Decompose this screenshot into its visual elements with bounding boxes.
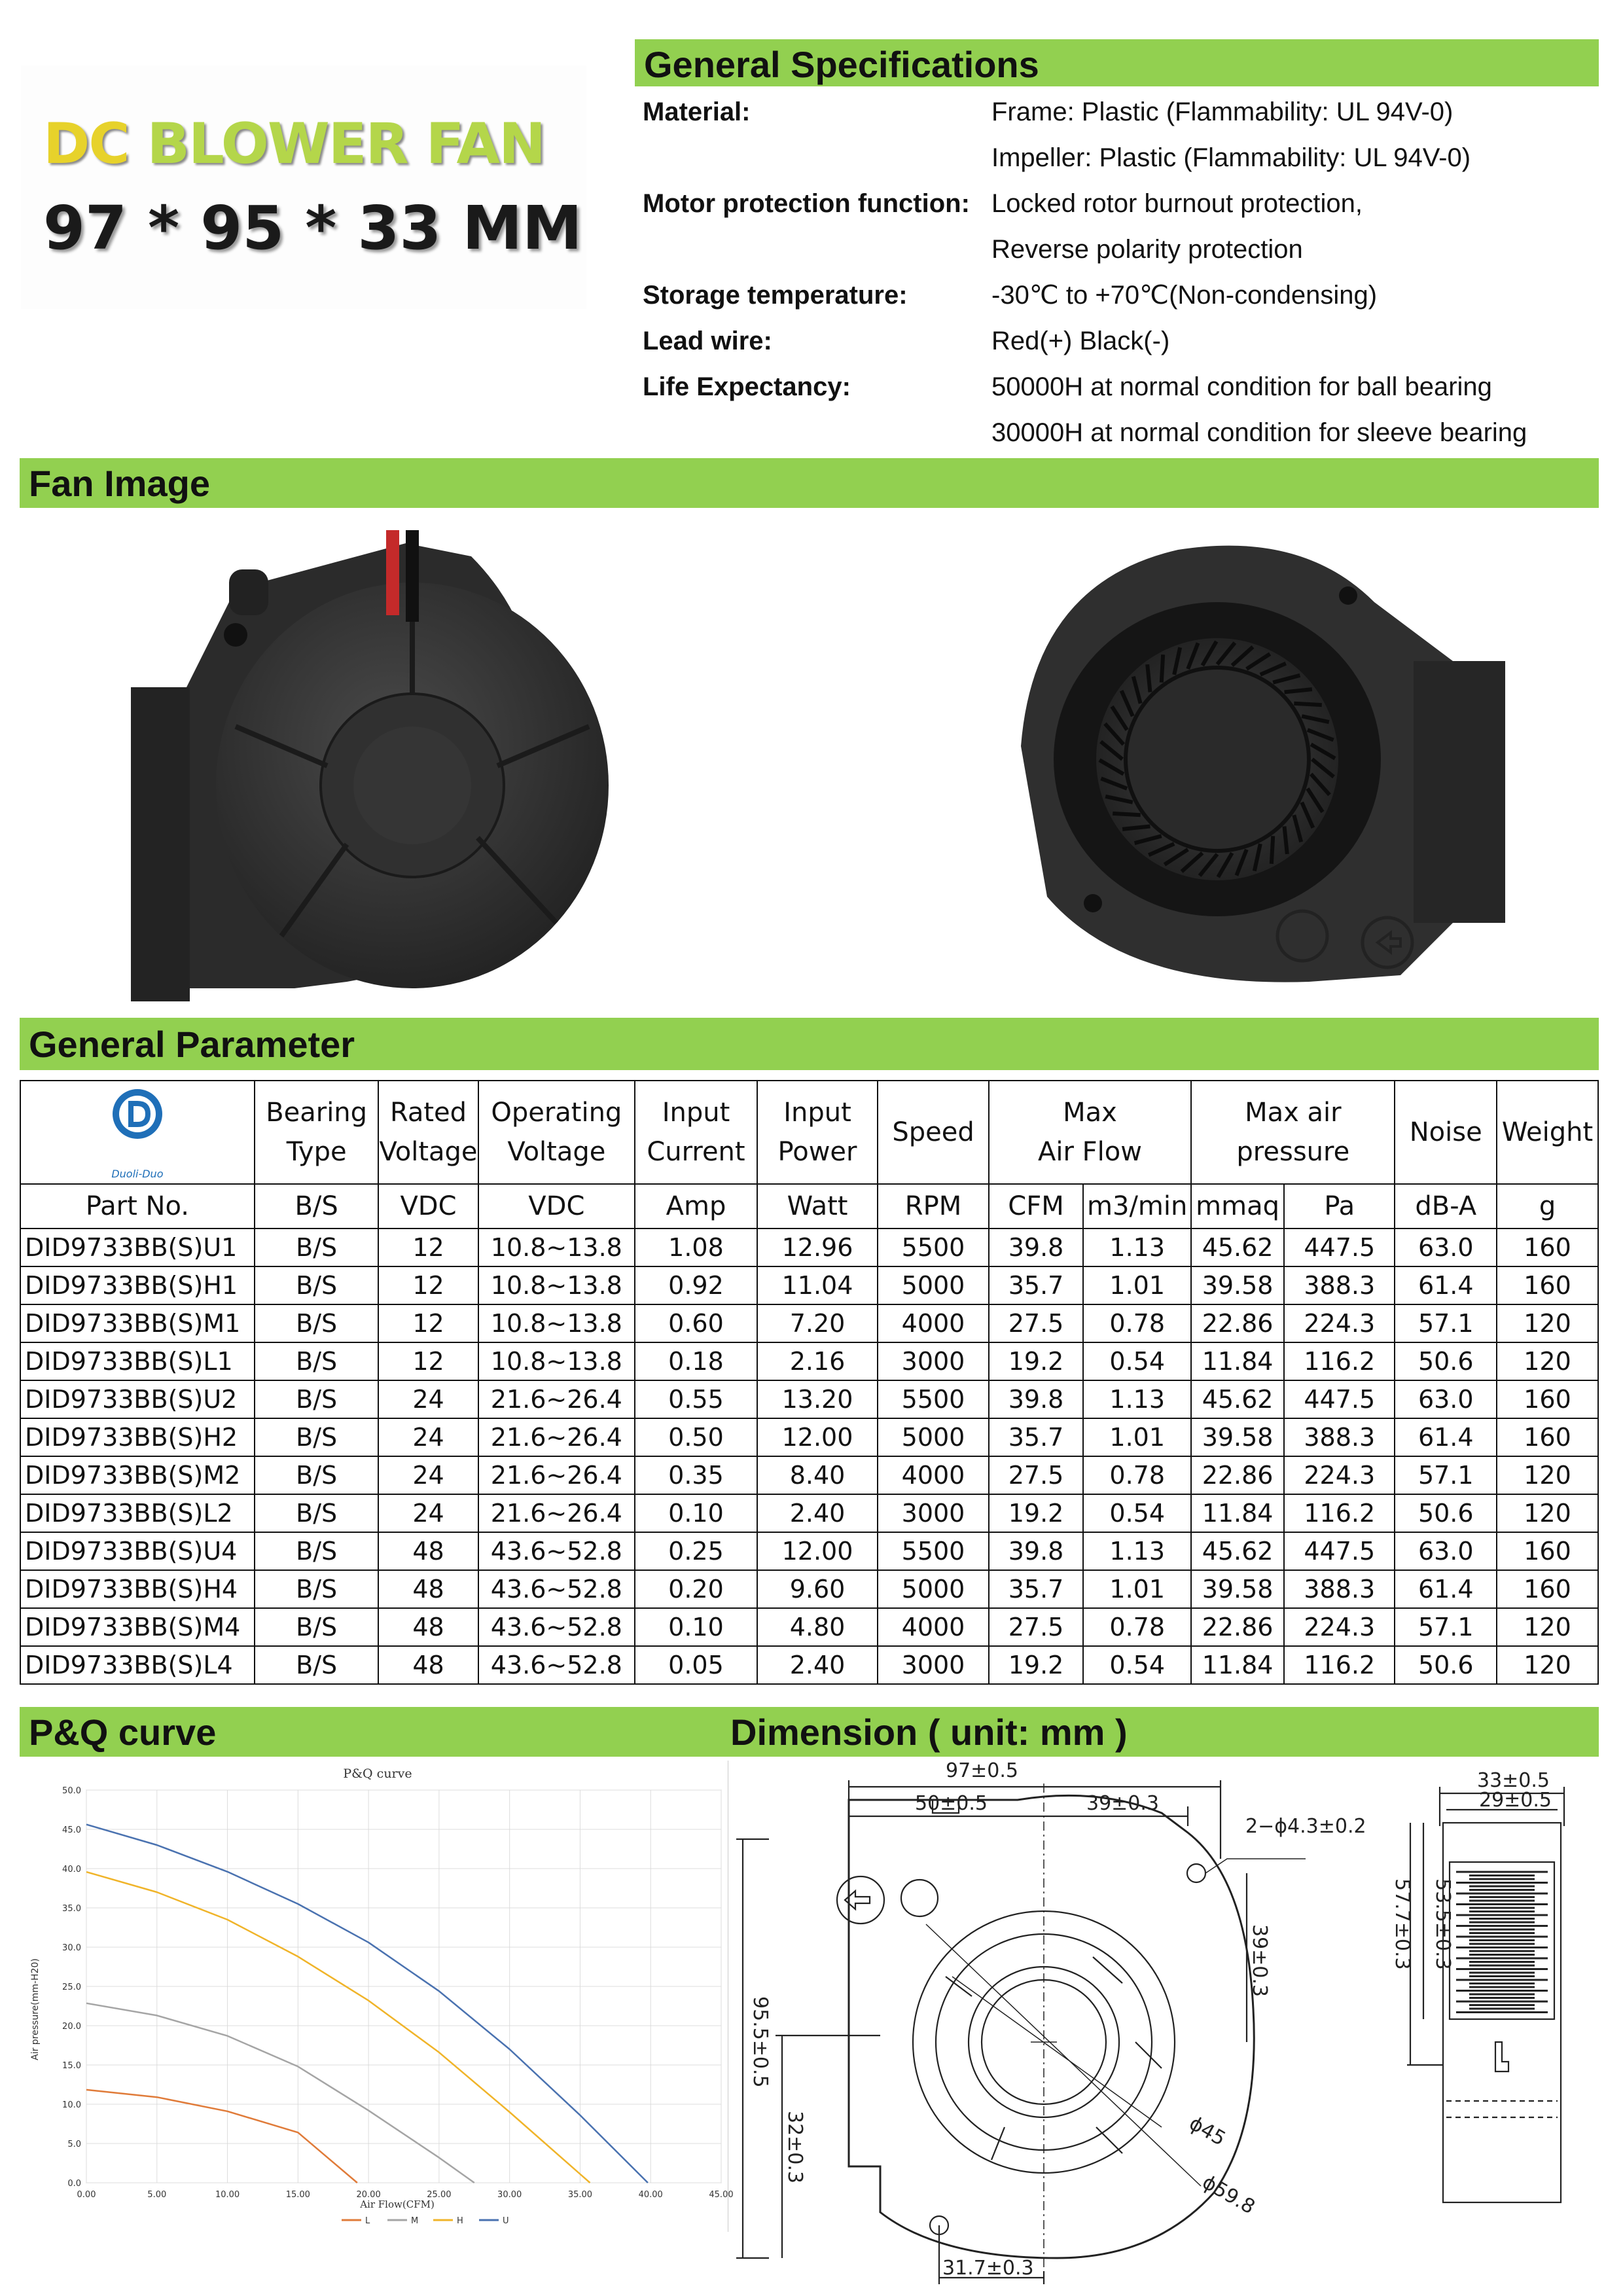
table-cell: 3000 xyxy=(878,1646,989,1684)
table-cell: 388.3 xyxy=(1284,1570,1395,1608)
table-cell: 22.86 xyxy=(1191,1608,1284,1646)
dim-holes-label: 2−ϕ4.3±0.2 xyxy=(1245,1815,1366,1838)
table-cell: 57.1 xyxy=(1395,1304,1497,1342)
y-tick-label: 25.0 xyxy=(62,1982,81,1992)
title-word-blower-fan: BLOWER FAN xyxy=(147,111,545,177)
table-cell: 22.86 xyxy=(1191,1456,1284,1494)
table-cell: 0.78 xyxy=(1083,1304,1191,1342)
dimension-drawing xyxy=(730,1761,1607,2291)
table-cell: 11.84 xyxy=(1191,1494,1284,1532)
unit-cell: Pa xyxy=(1284,1184,1395,1229)
table-cell: B/S xyxy=(255,1418,379,1456)
table-cell: 3000 xyxy=(878,1342,989,1380)
table-cell: 43.6~52.8 xyxy=(478,1532,635,1570)
part-number-cell: DID9733BB(S)M2 xyxy=(20,1456,255,1494)
y-tick-label: 5.0 xyxy=(67,2140,81,2149)
table-cell: 12 xyxy=(378,1342,478,1380)
table-cell: 50.6 xyxy=(1395,1494,1497,1532)
table-cell: 63.0 xyxy=(1395,1380,1497,1418)
general-parameter-header: General Parameter xyxy=(20,1018,1599,1070)
table-cell: 21.6~26.4 xyxy=(478,1494,635,1532)
table-cell: 43.6~52.8 xyxy=(478,1608,635,1646)
table-row xyxy=(20,1646,1598,1684)
table-cell: B/S xyxy=(255,1380,379,1418)
table-cell: 12.00 xyxy=(757,1532,878,1570)
table-cell: 63.0 xyxy=(1395,1532,1497,1570)
series-line-U xyxy=(86,1825,648,2183)
table-cell: 5500 xyxy=(878,1229,989,1266)
table-cell: 160 xyxy=(1497,1380,1598,1418)
brand-name: Duoli-Duo xyxy=(111,1167,164,1180)
table-cell: 43.6~52.8 xyxy=(478,1570,635,1608)
table-row xyxy=(20,1494,1598,1532)
table-cell: 1.13 xyxy=(1083,1229,1191,1266)
header-max-air-pressure: Max air pressure xyxy=(1191,1081,1395,1184)
table-cell: 0.54 xyxy=(1083,1494,1191,1532)
table-cell: 57.1 xyxy=(1395,1456,1497,1494)
unit-cell: VDC xyxy=(478,1184,635,1229)
table-cell: 0.78 xyxy=(1083,1608,1191,1646)
table-cell: 0.25 xyxy=(635,1532,757,1570)
table-cell: 1.01 xyxy=(1083,1570,1191,1608)
spec-row xyxy=(643,135,1471,181)
table-cell: 5000 xyxy=(878,1418,989,1456)
table-cell: 45.62 xyxy=(1191,1229,1284,1266)
spec-value: Red(+) Black(-) xyxy=(991,327,1170,355)
fan-image-header: Fan Image xyxy=(20,458,1599,508)
table-cell: 388.3 xyxy=(1284,1418,1395,1456)
table-cell: B/S xyxy=(255,1532,379,1570)
dim-side2-label: 57.7±0.3 xyxy=(1391,1878,1414,1970)
table-cell: 35.7 xyxy=(989,1266,1083,1304)
table-cell: 35.7 xyxy=(989,1570,1083,1608)
unit-cell: VDC xyxy=(378,1184,478,1229)
table-cell: 447.5 xyxy=(1284,1380,1395,1418)
table-cell: 12 xyxy=(378,1229,478,1266)
unit-cell: dB-A xyxy=(1395,1184,1497,1229)
table-cell: 50.6 xyxy=(1395,1646,1497,1684)
table-row xyxy=(20,1570,1598,1608)
table-row xyxy=(20,1608,1598,1646)
table-cell: 5000 xyxy=(878,1570,989,1608)
x-tick-label: 5.00 xyxy=(147,2190,167,2200)
product-size-title: 97 * 95 * 33 MM xyxy=(43,193,582,263)
part-number-cell: DID9733BB(S)H1 xyxy=(20,1266,255,1304)
table-cell: B/S xyxy=(255,1494,379,1532)
table-cell: 48 xyxy=(378,1608,478,1646)
dimension-header: Dimension ( unit: mm ) xyxy=(719,1707,1599,1757)
table-cell: 4000 xyxy=(878,1608,989,1646)
table-row xyxy=(20,1532,1598,1570)
table-cell: 48 xyxy=(378,1646,478,1684)
y-tick-label: 40.0 xyxy=(62,1865,81,1874)
table-cell: 39.8 xyxy=(989,1532,1083,1570)
table-cell: 24 xyxy=(378,1456,478,1494)
table-cell: 120 xyxy=(1497,1646,1598,1684)
table-cell: 8.40 xyxy=(757,1456,878,1494)
table-cell: 61.4 xyxy=(1395,1570,1497,1608)
table-row xyxy=(20,1266,1598,1304)
spec-row xyxy=(643,89,1453,135)
x-tick-label: 35.00 xyxy=(567,2190,593,2200)
spec-row xyxy=(643,318,1169,364)
table-cell: 160 xyxy=(1497,1229,1598,1266)
table-cell: 120 xyxy=(1497,1494,1598,1532)
table-cell: 12 xyxy=(378,1266,478,1304)
table-cell: 11.84 xyxy=(1191,1646,1284,1684)
chart-title: P&Q curve xyxy=(343,1767,412,1781)
y-tick-label: 45.0 xyxy=(62,1825,81,1835)
pq-curve-header: P&Q curve xyxy=(20,1707,728,1757)
spec-key: Life Expectancy: xyxy=(643,372,851,401)
chart-y-label: Air pressure(mm-H20) xyxy=(30,1958,41,2060)
title-word-dc: DC xyxy=(43,111,129,177)
part-number-cell: DID9733BB(S)U2 xyxy=(20,1380,255,1418)
table-cell: 27.5 xyxy=(989,1608,1083,1646)
dim-d598-label: ϕ59.8 xyxy=(1198,2170,1259,2219)
header-bearing-type: Bearing Type xyxy=(255,1081,379,1184)
dim-vleft-label: 32±0.3 xyxy=(783,2111,806,2184)
unit-cell: CFM xyxy=(989,1184,1083,1229)
table-cell: B/S xyxy=(255,1229,379,1266)
chart-x-label: Air Flow(CFM) xyxy=(360,2198,435,2210)
legend-label-U: U xyxy=(503,2216,509,2226)
table-cell: 10.8~13.8 xyxy=(478,1266,635,1304)
x-tick-label: 45.00 xyxy=(709,2190,734,2200)
legend-label-H: H xyxy=(457,2216,463,2226)
table-cell: 10.8~13.8 xyxy=(478,1304,635,1342)
part-number-cell: DID9733BB(S)H4 xyxy=(20,1570,255,1608)
table-cell: B/S xyxy=(255,1608,379,1646)
chart-y-ticks xyxy=(62,1786,81,2189)
header-speed: Speed xyxy=(878,1081,989,1184)
table-cell: 24 xyxy=(378,1380,478,1418)
header-input-power: Input Power xyxy=(757,1081,878,1184)
table-cell: 447.5 xyxy=(1284,1532,1395,1570)
table-cell: 1.13 xyxy=(1083,1532,1191,1570)
pq-curve-chart xyxy=(21,1761,734,2232)
table-row xyxy=(20,1304,1598,1342)
table-cell: 12.00 xyxy=(757,1418,878,1456)
table-cell: 61.4 xyxy=(1395,1418,1497,1456)
part-number-cell: DID9733BB(S)U1 xyxy=(20,1229,255,1266)
chart-grid xyxy=(86,1790,721,2183)
spec-value: 50000H at normal condition for ball bearing xyxy=(991,372,1492,401)
x-tick-label: 10.00 xyxy=(215,2190,240,2200)
spec-row xyxy=(643,410,1527,456)
series-line-L xyxy=(86,2090,357,2183)
dim-left-label: 50±0.5 xyxy=(915,1792,988,1815)
header-input-current: Input Current xyxy=(635,1081,757,1184)
y-tick-label: 35.0 xyxy=(62,1904,81,1914)
table-cell: 4.80 xyxy=(757,1608,878,1646)
header-operating-voltage: Operating Voltage xyxy=(478,1081,635,1184)
table-cell: 0.54 xyxy=(1083,1646,1191,1684)
part-number-cell: DID9733BB(S)M4 xyxy=(20,1608,255,1646)
table-units-row xyxy=(20,1184,1598,1229)
table-cell: B/S xyxy=(255,1456,379,1494)
dim-thick-label: 33±0.5 xyxy=(1477,1769,1550,1792)
table-cell: 39.58 xyxy=(1191,1570,1284,1608)
dim-bottom-label: 31.7±0.3 xyxy=(942,2257,1034,2280)
table-cell: 24 xyxy=(378,1418,478,1456)
table-cell: 5500 xyxy=(878,1532,989,1570)
table-cell: 0.50 xyxy=(635,1418,757,1456)
table-cell: B/S xyxy=(255,1266,379,1304)
table-cell: 39.8 xyxy=(989,1380,1083,1418)
unit-cell: Amp xyxy=(635,1184,757,1229)
spec-key: Motor protection function: xyxy=(643,189,970,218)
header-noise: Noise xyxy=(1395,1081,1497,1184)
part-number-cell: DID9733BB(S)L4 xyxy=(20,1646,255,1684)
series-line-M xyxy=(86,2003,474,2183)
table-cell: 43.6~52.8 xyxy=(478,1646,635,1684)
series-line-H xyxy=(86,1872,590,2183)
table-cell: 12.96 xyxy=(757,1229,878,1266)
legend-label-L: L xyxy=(365,2216,370,2226)
spec-key: Material: xyxy=(643,98,751,126)
table-cell: 2.40 xyxy=(757,1646,878,1684)
table-cell: 160 xyxy=(1497,1532,1598,1570)
table-cell: 48 xyxy=(378,1532,478,1570)
x-tick-label: 40.00 xyxy=(638,2190,663,2200)
table-cell: 0.78 xyxy=(1083,1456,1191,1494)
dim-width-label: 97±0.5 xyxy=(946,1759,1019,1782)
unit-cell: Watt xyxy=(757,1184,878,1229)
table-cell: 0.10 xyxy=(635,1608,757,1646)
x-tick-label: 20.00 xyxy=(356,2190,381,2200)
unit-cell: mmaq xyxy=(1191,1184,1284,1229)
product-type-title xyxy=(43,111,544,177)
y-tick-label: 15.0 xyxy=(62,2061,81,2071)
header-weight: Weight xyxy=(1497,1081,1598,1184)
table-cell: 4000 xyxy=(878,1304,989,1342)
table-cell: B/S xyxy=(255,1342,379,1380)
table-cell: 50.6 xyxy=(1395,1342,1497,1380)
table-cell: 12 xyxy=(378,1304,478,1342)
table-cell: 0.05 xyxy=(635,1646,757,1684)
table-cell: 224.3 xyxy=(1284,1456,1395,1494)
table-cell: 388.3 xyxy=(1284,1266,1395,1304)
fan-photo-back xyxy=(131,530,654,1001)
table-cell: 5000 xyxy=(878,1266,989,1304)
table-row xyxy=(20,1380,1598,1418)
unit-cell: B/S xyxy=(255,1184,379,1229)
table-cell: 39.58 xyxy=(1191,1266,1284,1304)
spec-row xyxy=(643,364,1492,410)
table-cell: 160 xyxy=(1497,1418,1598,1456)
table-cell: 0.18 xyxy=(635,1342,757,1380)
table-cell: 21.6~26.4 xyxy=(478,1418,635,1456)
table-cell: 0.92 xyxy=(635,1266,757,1304)
table-cell: 21.6~26.4 xyxy=(478,1380,635,1418)
table-cell: 10.8~13.8 xyxy=(478,1229,635,1266)
dim-side1-label: 53.5±0.3 xyxy=(1431,1878,1454,1970)
chart-series xyxy=(86,1825,648,2183)
product-title-banner xyxy=(21,65,586,309)
header-max-air-flow: Max Air Flow xyxy=(989,1081,1191,1184)
dim-inner-label: 29±0.5 xyxy=(1479,1789,1552,1812)
header-rated-voltage: Rated Voltage xyxy=(378,1081,478,1184)
spec-value: -30℃ to +70℃(Non-condensing) xyxy=(991,281,1378,310)
table-cell: 1.01 xyxy=(1083,1418,1191,1456)
table-cell: 19.2 xyxy=(989,1494,1083,1532)
table-cell: 24 xyxy=(378,1494,478,1532)
chart-legend xyxy=(342,2216,509,2226)
spec-value: Frame: Plastic (Flammability: UL 94V-0) xyxy=(991,98,1454,126)
parameter-table xyxy=(20,1080,1599,1685)
spec-key: Storage temperature: xyxy=(643,281,908,310)
dim-vright-label: 39±0.3 xyxy=(1248,1924,1271,1998)
table-cell: 45.62 xyxy=(1191,1532,1284,1570)
table-cell: 2.40 xyxy=(757,1494,878,1532)
table-cell: 0.35 xyxy=(635,1456,757,1494)
table-cell: 19.2 xyxy=(989,1646,1083,1684)
part-number-cell: DID9733BB(S)H2 xyxy=(20,1418,255,1456)
table-cell: 0.54 xyxy=(1083,1342,1191,1380)
table-cell: 116.2 xyxy=(1284,1342,1395,1380)
table-cell: 120 xyxy=(1497,1608,1598,1646)
table-cell: 224.3 xyxy=(1284,1304,1395,1342)
table-cell: 48 xyxy=(378,1570,478,1608)
table-cell: 39.58 xyxy=(1191,1418,1284,1456)
x-tick-label: 0.00 xyxy=(77,2190,96,2200)
table-row xyxy=(20,1229,1598,1266)
table-cell: 0.10 xyxy=(635,1494,757,1532)
table-cell: 4000 xyxy=(878,1456,989,1494)
brand-logo-cell xyxy=(20,1081,255,1184)
table-cell: 11.04 xyxy=(757,1266,878,1304)
table-cell: 27.5 xyxy=(989,1456,1083,1494)
x-tick-label: 25.00 xyxy=(427,2190,452,2200)
table-cell: B/S xyxy=(255,1646,379,1684)
x-tick-label: 15.00 xyxy=(285,2190,310,2200)
table-cell: 21.6~26.4 xyxy=(478,1456,635,1494)
table-cell: 2.16 xyxy=(757,1342,878,1380)
y-tick-label: 10.0 xyxy=(62,2100,81,2110)
table-cell: 160 xyxy=(1497,1266,1598,1304)
spec-value: 30000H at normal condition for sleeve bearing xyxy=(991,418,1527,447)
y-tick-label: 50.0 xyxy=(62,1786,81,1796)
table-cell: 120 xyxy=(1497,1456,1598,1494)
table-cell: 0.55 xyxy=(635,1380,757,1418)
part-number-cell: DID9733BB(S)L1 xyxy=(20,1342,255,1380)
table-cell: 447.5 xyxy=(1284,1229,1395,1266)
table-cell: B/S xyxy=(255,1570,379,1608)
y-tick-label: 30.0 xyxy=(62,1943,81,1953)
general-specs-header: General Specifications xyxy=(635,39,1599,86)
table-cell: 1.13 xyxy=(1083,1380,1191,1418)
table-body xyxy=(20,1229,1598,1684)
table-cell: 120 xyxy=(1497,1342,1598,1380)
table-cell: 13.20 xyxy=(757,1380,878,1418)
dim-d45-label: ϕ45 xyxy=(1185,2111,1230,2151)
table-cell: 1.08 xyxy=(635,1229,757,1266)
table-cell: 63.0 xyxy=(1395,1229,1497,1266)
table-cell: 39.8 xyxy=(989,1229,1083,1266)
table-cell: 35.7 xyxy=(989,1418,1083,1456)
table-cell: 61.4 xyxy=(1395,1266,1497,1304)
table-cell: 116.2 xyxy=(1284,1646,1395,1684)
part-number-cell: DID9733BB(S)M1 xyxy=(20,1304,255,1342)
spec-key: Lead wire: xyxy=(643,327,772,355)
table-cell: 5500 xyxy=(878,1380,989,1418)
table-cell: 45.62 xyxy=(1191,1380,1284,1418)
table-cell: 19.2 xyxy=(989,1342,1083,1380)
table-cell: B/S xyxy=(255,1304,379,1342)
duoliduo-logo-icon xyxy=(98,1085,177,1157)
unit-cell: m3/min xyxy=(1083,1184,1191,1229)
table-cell: 9.60 xyxy=(757,1570,878,1608)
table-cell: 27.5 xyxy=(989,1304,1083,1342)
x-tick-label: 30.00 xyxy=(497,2190,522,2200)
dim-height-label: 95.5±0.5 xyxy=(749,1996,772,2088)
table-cell: 116.2 xyxy=(1284,1494,1395,1532)
part-number-cell: DID9733BB(S)L2 xyxy=(20,1494,255,1532)
table-row xyxy=(20,1456,1598,1494)
table-cell: 11.84 xyxy=(1191,1342,1284,1380)
spec-value: Impeller: Plastic (Flammability: UL 94V-0) xyxy=(991,143,1471,172)
table-header-row xyxy=(20,1081,1598,1184)
spec-value: Locked rotor burnout protection, xyxy=(991,189,1363,218)
legend-label-M: M xyxy=(411,2216,419,2226)
spec-row xyxy=(643,181,1363,226)
spec-row xyxy=(643,272,1377,318)
table-cell: 1.01 xyxy=(1083,1266,1191,1304)
unit-cell: g xyxy=(1497,1184,1598,1229)
unit-cell: RPM xyxy=(878,1184,989,1229)
table-row xyxy=(20,1418,1598,1456)
table-cell: 160 xyxy=(1497,1570,1598,1608)
y-tick-label: 0.0 xyxy=(67,2179,81,2189)
table-cell: 10.8~13.8 xyxy=(478,1342,635,1380)
table-cell: 224.3 xyxy=(1284,1608,1395,1646)
table-cell: 57.1 xyxy=(1395,1608,1497,1646)
table-cell: 120 xyxy=(1497,1304,1598,1342)
spec-row xyxy=(643,226,1303,272)
table-cell: 7.20 xyxy=(757,1304,878,1342)
y-tick-label: 20.0 xyxy=(62,2022,81,2032)
table-cell: 0.20 xyxy=(635,1570,757,1608)
part-number-cell: DID9733BB(S)U4 xyxy=(20,1532,255,1570)
table-cell: 3000 xyxy=(878,1494,989,1532)
fan-photo-front xyxy=(995,530,1505,1001)
spec-value: Reverse polarity protection xyxy=(991,235,1303,264)
unit-cell: Part No. xyxy=(20,1184,255,1229)
table-cell: 22.86 xyxy=(1191,1304,1284,1342)
table-cell: 0.60 xyxy=(635,1304,757,1342)
dim-right-label: 39±0.3 xyxy=(1086,1792,1160,1815)
table-row xyxy=(20,1342,1598,1380)
